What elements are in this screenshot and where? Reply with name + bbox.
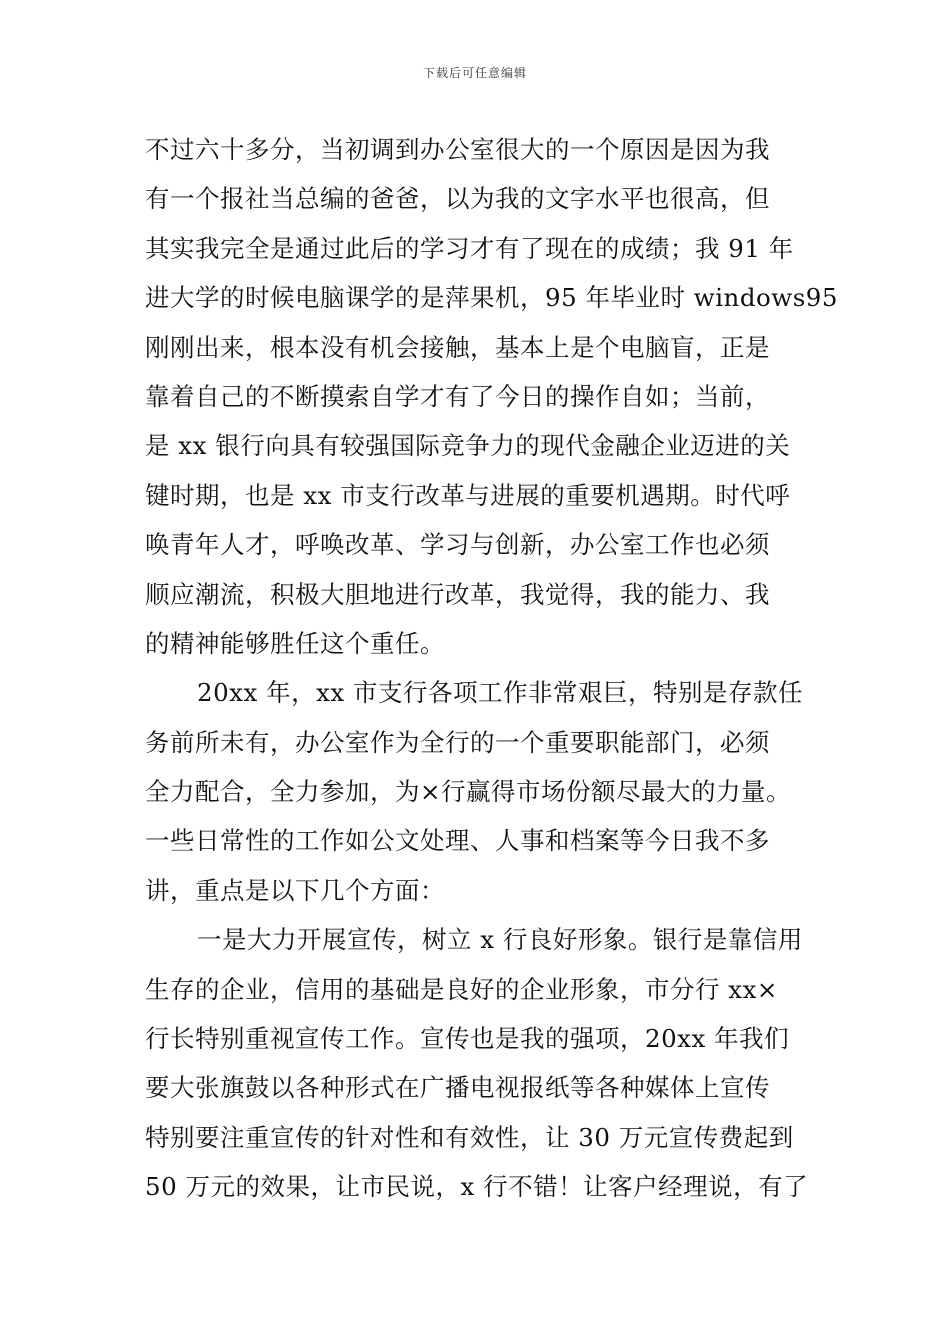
text-line: 唤青年人才，呼唤改革、学习与创新，办公室工作也必须 [145,530,770,560]
text-line: 讲，重点是以下几个方面： [145,875,445,905]
text-line: 顺应潮流，积极大胆地进行改革，我觉得，我的能力、我 [145,579,770,609]
text-line: 刚刚出来，根本没有机会接触，基本上是个电脑盲，正是 [145,332,770,362]
text-line: 50 万元的效果，让市民说，x 行不错！让客户经理说，有了 [145,1172,809,1202]
text-line: 是 xx 银行向具有较强国际竞争力的现代金融企业迈进的关 [145,431,791,461]
text-line: 其实我完全是通过此后的学习才有了现在的成绩；我 91 年 [145,233,794,263]
text-line: 键时期，也是 xx 市支行改革与进展的重要机遇期。时代呼 [145,480,791,510]
text-line: 要大张旗鼓以各种形式在广播电视报纸等各种媒体上宣传 [145,1073,770,1103]
header-note: 下载后可任意编辑 [422,66,527,80]
text-line: 行长特别重视宣传工作。宣传也是我的强项，20xx 年我们 [145,1024,790,1054]
text-line: 进大学的时候电脑课学的是萍果机，95 年毕业时 windows95 [145,283,838,313]
paragraph-start-line: 20xx 年，xx 市支行各项工作非常艰巨，特别是存款任 [197,678,804,708]
paragraph-start-line: 一是大力开展宣传，树立 x 行良好形象。银行是靠信用 [197,925,803,955]
text-line: 全力配合，全力参加，为×行赢得市场份额尽最大的力量。 [145,777,792,807]
text-line: 有一个报社当总编的爸爸，以为我的文字水平也很高，但 [145,184,770,214]
text-line: 特别要注重宣传的针对性和有效性，让 30 万元宣传费起到 [145,1122,794,1152]
text-line: 不过六十多分，当初调到办公室很大的一个原因是因为我 [145,135,770,164]
text-line: 的精神能够胜任这个重任。 [145,628,445,658]
text-line: 生存的企业，信用的基础是良好的企业形象，市分行 xx× [145,974,778,1004]
text-line: 靠着自己的不断摸索自学才有了今日的操作自如；当前， [145,381,770,411]
text-line: 务前所未有，办公室作为全行的一个重要职能部门，必须 [145,727,770,757]
document-body [145,125,838,1212]
text-line: 一些日常性的工作如公文处理、人事和档案等今日我不多 [145,826,770,856]
